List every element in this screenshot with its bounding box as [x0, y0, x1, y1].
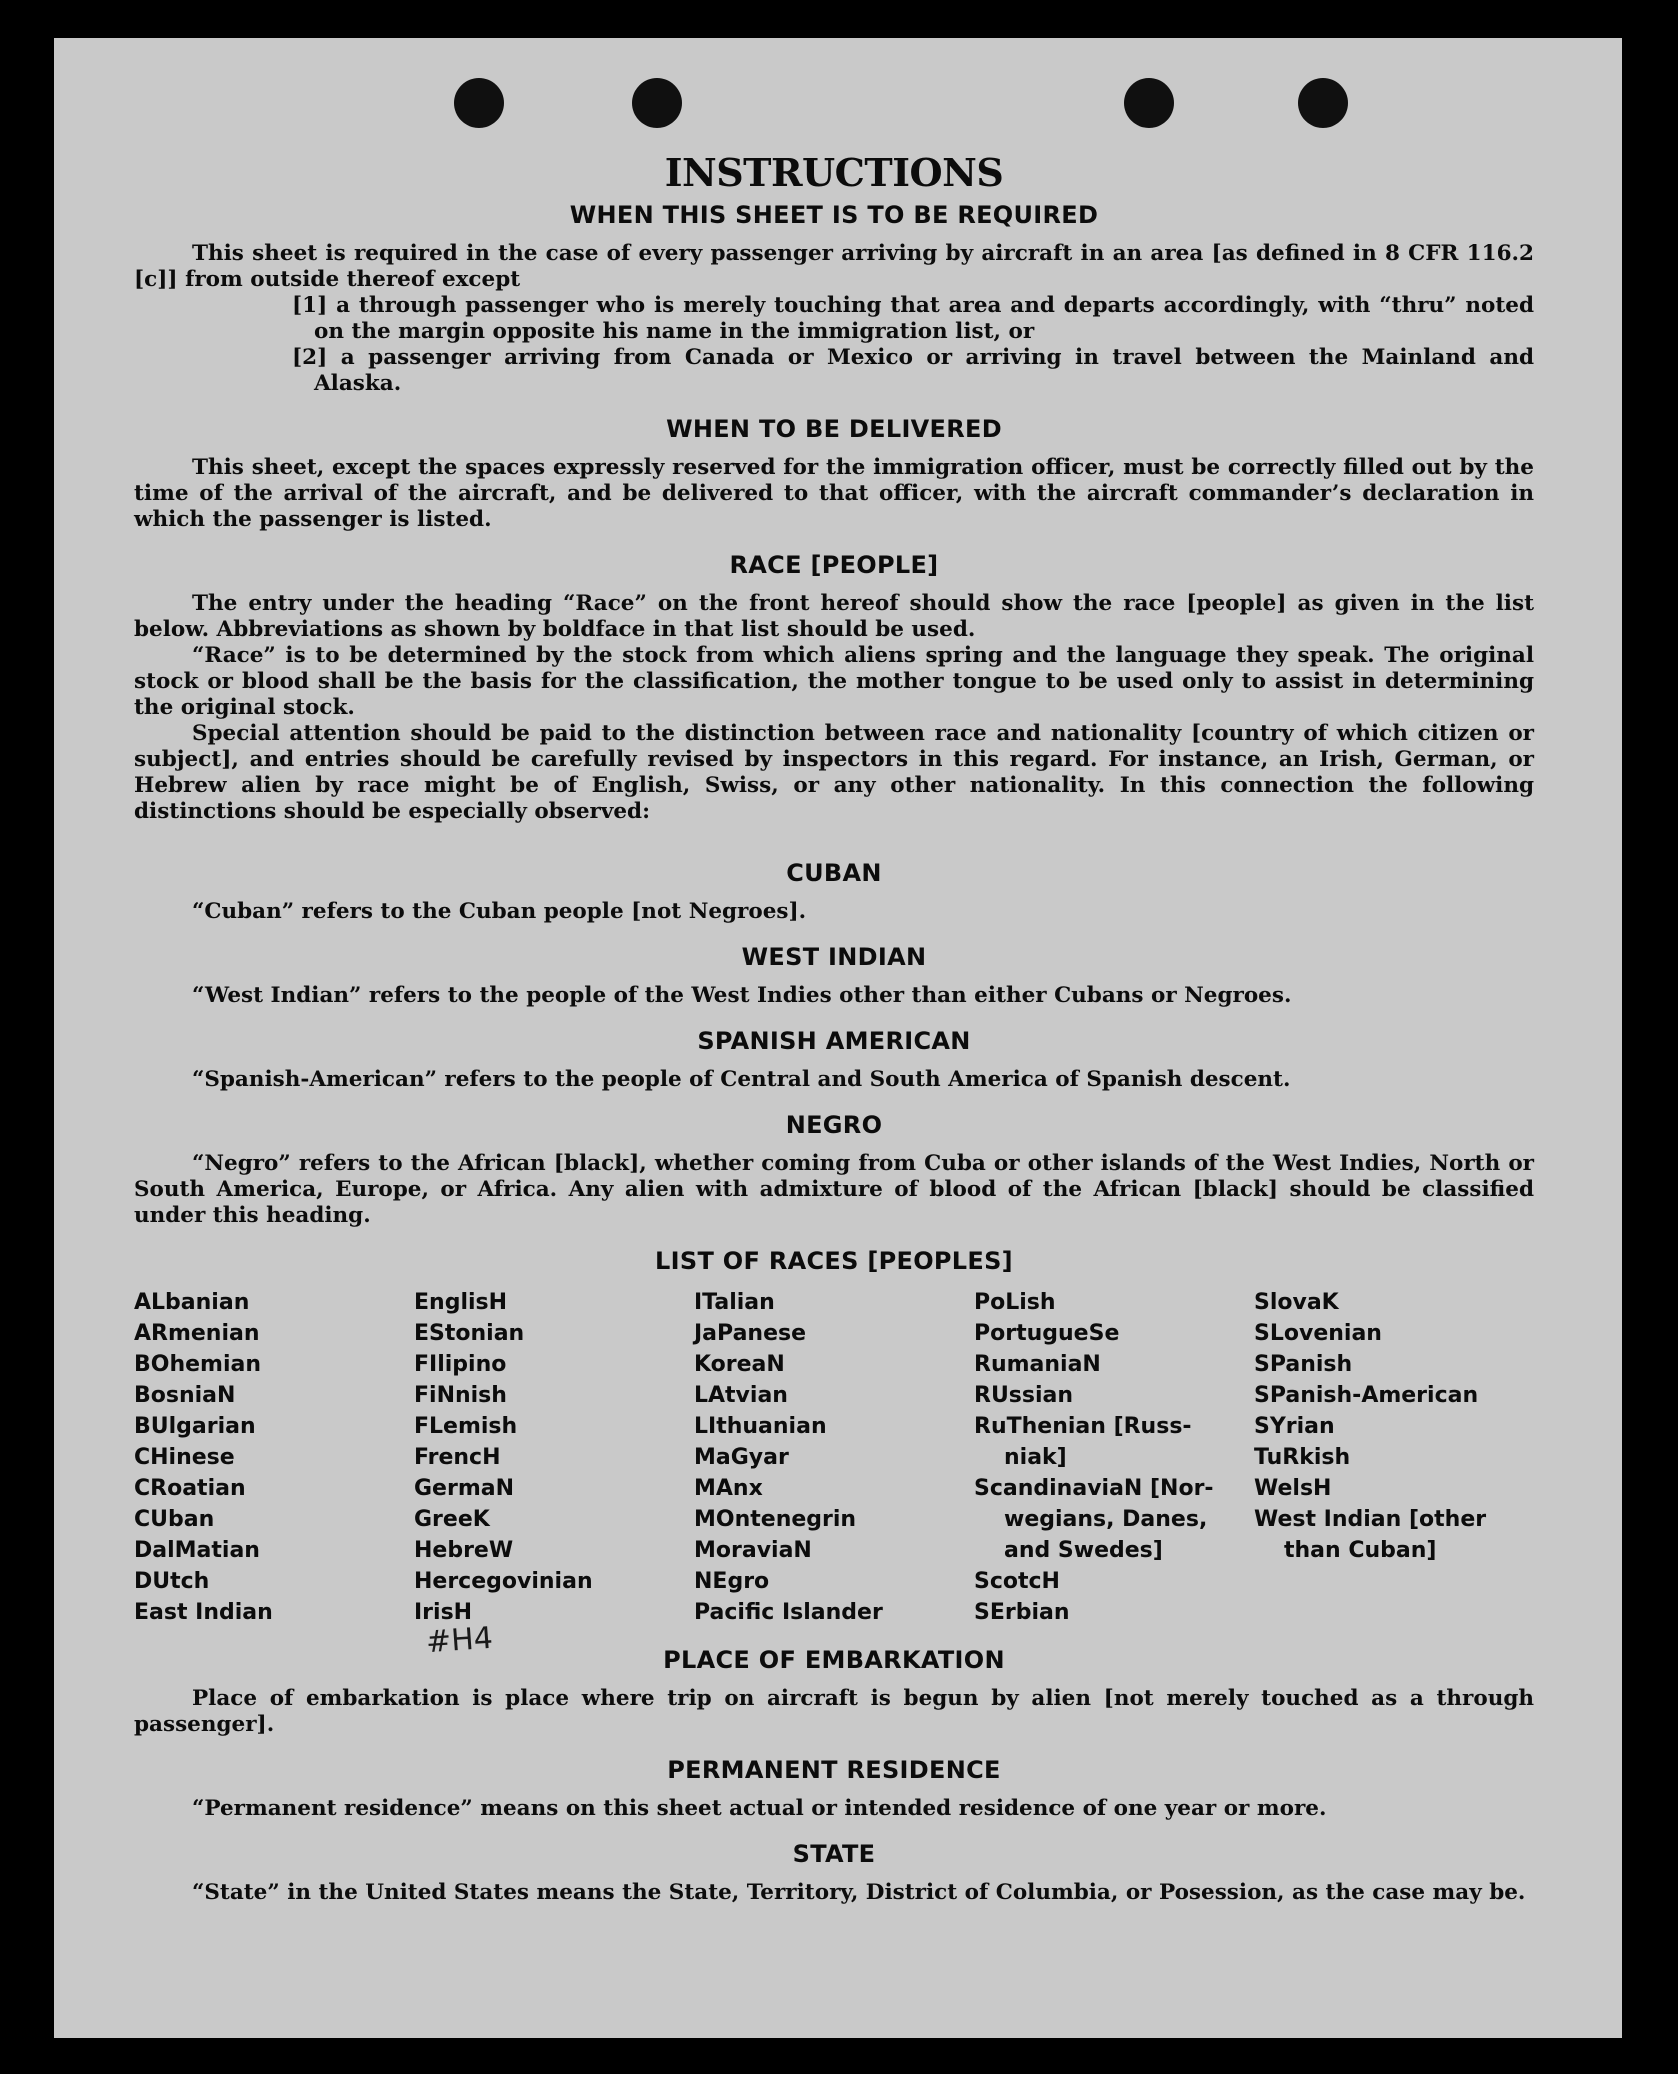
race-entry: MOntenegrin [694, 1507, 857, 1532]
race-entry: KoreaN [694, 1352, 785, 1377]
document-sheet [54, 38, 1622, 2038]
race-entry: IrisH [414, 1600, 473, 1625]
paragraph: The entry under the heading “Race” on the front hereof should show the race [people] as given in the list below. Abbreviations as shown by boldface in that list should be used. [134, 591, 1534, 642]
races-column [134, 1287, 414, 1628]
handwritten-mark: #H4 [424, 1620, 494, 1661]
section-heading: NEGRO [785, 1111, 883, 1139]
race-entry: RUssian [974, 1383, 1074, 1408]
race-entry: EnglisH [414, 1290, 508, 1315]
race-entry: SPanish-American [1254, 1383, 1479, 1408]
race-entry: MoraviaN [694, 1538, 812, 1563]
races-column [414, 1287, 694, 1628]
section-heading: WHEN TO BE DELIVERED [666, 415, 1002, 443]
race-entry: FrencH [414, 1445, 501, 1470]
section-heading: STATE [792, 1840, 876, 1868]
race-entry: CRoatian [134, 1476, 246, 1501]
race-entry: West Indian [other [1254, 1507, 1487, 1532]
race-entry: FIlipino [414, 1352, 507, 1377]
punch-hole [632, 78, 682, 128]
race-entry: ITalian [694, 1290, 775, 1315]
paragraph: “West Indian” refers to the people of the West Indies other than either Cubans or Negroes. [192, 983, 1292, 1008]
races-list [134, 1287, 1534, 1628]
race-entry: BosniaN [134, 1383, 236, 1408]
race-entry: TuRkish [1254, 1445, 1351, 1470]
paragraph: Place of embarkation is place where trip on aircraft is begun by alien [not merely touched as a through passenger]. [134, 1686, 1534, 1737]
race-entry: niak] [1004, 1445, 1067, 1470]
race-entry: ALbanian [134, 1290, 250, 1315]
section-heading: WEST INDIAN [741, 943, 927, 971]
race-entry: FiNnish [414, 1383, 507, 1408]
paragraph: “Spanish-American” refers to the people of Central and South America of Spanish descent. [192, 1067, 1291, 1092]
section-heading: PERMANENT RESIDENCE [667, 1756, 1001, 1784]
race-entry: EStonian [414, 1321, 525, 1346]
instructions-content [134, 150, 1534, 1906]
race-entry: WelsH [1254, 1476, 1332, 1501]
race-entry: East Indian [134, 1600, 273, 1625]
section-heading: RACE [PEOPLE] [729, 551, 939, 579]
race-entry: HebreW [414, 1538, 514, 1563]
section-heading: SPANISH AMERICAN [697, 1027, 971, 1055]
race-entry: and Swedes] [1004, 1538, 1163, 1563]
race-entry: PortugueSe [974, 1321, 1120, 1346]
race-entry: CHinese [134, 1445, 235, 1470]
paragraph: “Race” is to be determined by the stock from which aliens spring and the language they speak. The original stock or blood shall be the basis for the classification, the mother tongue to be used only to assist in determining the original stock. [134, 643, 1534, 720]
race-entry: SPanish [1254, 1352, 1353, 1377]
race-entry: MAnx [694, 1476, 763, 1501]
race-entry: MaGyar [694, 1445, 789, 1470]
race-entry: NEgro [694, 1569, 770, 1594]
race-entry: CUban [134, 1507, 215, 1532]
race-entry: JaPanese [694, 1321, 807, 1346]
race-entry: FLemish [414, 1414, 518, 1439]
race-entry: BOhemian [134, 1352, 262, 1377]
section-heading: LIST OF RACES [PEOPLES] [655, 1247, 1013, 1275]
race-entry: wegians, Danes, [1004, 1507, 1208, 1532]
punch-hole [454, 78, 504, 128]
punch-hole [1298, 78, 1348, 128]
race-entry: GreeK [414, 1507, 490, 1532]
race-entry: PoLish [974, 1290, 1056, 1315]
race-entry: RumaniaN [974, 1352, 1101, 1377]
race-entry: SlovaK [1254, 1290, 1339, 1315]
paragraph: “Permanent residence” means on this sheet actual or intended residence of one year or more. [192, 1796, 1327, 1821]
race-entry: ScandinaviaN [Nor- [974, 1476, 1214, 1501]
race-entry: SYrian [1254, 1414, 1335, 1439]
race-entry: DUtch [134, 1569, 210, 1594]
race-entry: ScotcH [974, 1569, 1060, 1594]
section-heading: PLACE OF EMBARKATION [663, 1646, 1005, 1674]
race-entry: than Cuban] [1284, 1538, 1437, 1563]
race-entry: BUlgarian [134, 1414, 256, 1439]
race-entry: Pacific Islander [694, 1600, 883, 1625]
races-column [1254, 1287, 1534, 1628]
list-item: [1] a through passenger who is merely touching that area and departs accordingly, with “thru” noted on the margin opposite his name in the immigration list, or [292, 293, 1534, 344]
race-entry: GermaN [414, 1476, 515, 1501]
punch-hole [1124, 78, 1174, 128]
paragraph: “Cuban” refers to the Cuban people [not Negroes]. [192, 899, 807, 924]
paragraph: “Negro” refers to the African [black], whether coming from Cuba or other islands of the West Indies, North or South America, Europe, or Africa. Any alien with admixture of blood of the African [black] should be classified under this heading. [134, 1151, 1534, 1228]
races-column [974, 1287, 1254, 1628]
section-heading: WHEN THIS SHEET IS TO BE REQUIRED [569, 201, 1099, 229]
race-entry: SLovenian [1254, 1321, 1382, 1346]
section-heading: CUBAN [786, 859, 882, 887]
race-entry: ARmenian [134, 1321, 260, 1346]
race-entry: DalMatian [134, 1538, 260, 1563]
race-entry: Hercegovinian [414, 1569, 593, 1594]
paragraph: “State” in the United States means the State, Territory, District of Columbia, or Posession, as the case may be. [192, 1880, 1526, 1905]
paragraph: This sheet, except the spaces expressly reserved for the immigration officer, must be correctly filled out by the time of the arrival of the aircraft, and be delivered to that officer, with the aircraft commander’s declaration in which the passenger is listed. [134, 455, 1534, 532]
races-column [694, 1287, 974, 1628]
paragraph: Special attention should be paid to the distinction between race and nationality [country of which citizen or subject], and entries should be carefully revised by inspectors in this regard. For instance, an Irish, German, or Hebrew alien by race might be of English, Swiss, or any other nationality. In this connection the following distinctions should be especially observed: [134, 721, 1534, 824]
page-title: INSTRUCTIONS [664, 150, 1004, 195]
race-entry: LAtvian [694, 1383, 788, 1408]
list-item: [2] a passenger arriving from Canada or Mexico or arriving in travel between the Mainland and Alaska. [292, 345, 1534, 396]
paragraph: This sheet is required in the case of every passenger arriving by aircraft in an area [as defined in 8 CFR 116.2 [c]] from outside thereof except [134, 241, 1534, 292]
race-entry: RuThenian [Russ- [974, 1414, 1192, 1439]
race-entry: SErbian [974, 1600, 1070, 1625]
race-entry: LIthuanian [694, 1414, 827, 1439]
